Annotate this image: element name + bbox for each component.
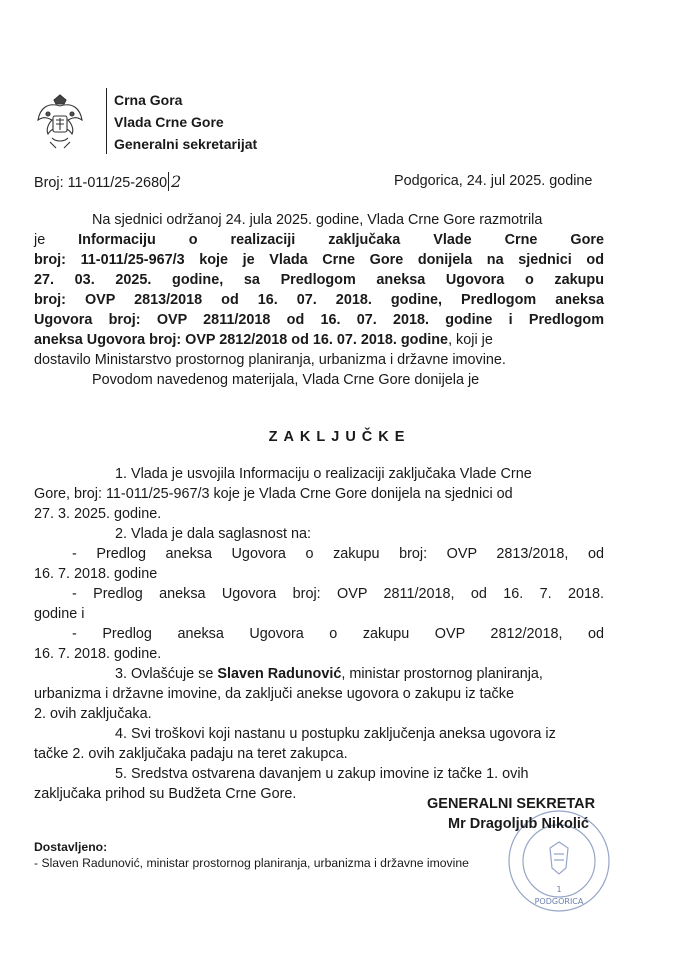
intro-line-1: Na sjednici održanoj 24. jula 2025. godine, Vlada Crne Gore razmotrila [92,212,543,228]
conclusion-2a-line-2: 16. 7. 2018. godine [34,566,158,582]
delivery-label: Dostavljeno: [34,840,108,854]
conclusion-1-line-2: Gore, broj: 11-011/25-967/3 koje je Vlada Crne Gore donijela na sjednici od [34,486,513,502]
intro-line-4: 27. 03. 2025. godine, sa Predlogom aneksa Ugovora o zakupu [34,272,604,288]
conclusion-2b-line-2: godine i [34,606,85,622]
conclusion-2c-line-1: - Predlog aneksa Ugovora o zakupu OVP 2812/2018, od [72,626,604,642]
reference-number: Broj: 11-011/25-2680 2 [34,172,182,191]
handwritten-number: 2 [168,172,181,191]
header-government: Vlada Crne Gore [114,114,224,130]
conclusion-3-line-3: 2. ovih zaključaka. [34,706,152,722]
coat-of-arms-icon [34,92,86,152]
signature-name: Mr Dragoljub Nikolić [448,816,589,832]
conclusion-1-line-3: 27. 3. 2025. godine. [34,506,162,522]
stamp-number: 1 [556,885,562,894]
conclusion-2b-line-1: - Predlog aneksa Ugovora broj: OVP 2811/2018, od 16. 7. 2018. [72,586,604,602]
header-office: Generalni sekretarijat [114,136,258,152]
conclusion-1-line-1: 1. Vlada je usvojila Informaciju o realizaciji zaključaka Vlade Crne [115,466,532,482]
intro-line-3: broj: 11-011/25-967/3 koje je Vlada Crne Gore donijela na sjednici od [34,252,604,268]
conclusion-2: 2. Vlada je dala saglasnost na: [115,526,312,542]
conclusion-4-line-1: 4. Svi troškovi koji nastanu u postupku zaključenja aneksa ugovora iz [115,726,556,742]
place-date: Podgorica, 24. jul 2025. godine [394,173,593,189]
stamp-city: PODGORICA [534,897,584,906]
conclusion-4-line-2: tačke 2. ovih zaključaka padaju na teret zakupca. [34,746,348,762]
intro-line-9: Povodom navedenog materijala, Vlada Crne Gore donijela je [92,372,480,388]
signature-role: GENERALNI SEKRETAR [427,796,596,812]
intro-line-5: broj: OVP 2813/2018 od 16. 07. 2018. godine, Predlogom aneksa [34,292,604,308]
conclusion-5-line-2: zaključaka prihod su Budžeta Crne Gore. [34,786,297,802]
conclusion-5-line-1: 5. Sredstva ostvarena davanjem u zakup imovine iz tačke 1. ovih [115,766,529,782]
document-title: ZAKLJUČKE [268,429,411,445]
intro-line-7: aneksa Ugovora broj: OVP 2812/2018 od 16. 07. 2018. godine, koji je [34,332,493,348]
header-country: Crna Gora [114,92,183,108]
conclusion-2c-line-2: 16. 7. 2018. godine. [34,646,162,662]
delivery-item: - Slaven Radunović, ministar prostornog planiranja, urbanizma i državne imovine [34,856,469,870]
conclusion-3-line-1: 3. Ovlašćuje se Slaven Radunović, ministar prostornog planiranja, [115,666,543,682]
header-divider [106,88,107,154]
intro-line-2: je Informaciju o realizaciji zaključaka Vlade Crne Gore [34,232,604,248]
intro-line-8: dostavilo Ministarstvo prostornog planiranja, urbanizma i državne imovine. [34,352,506,368]
conclusion-2a-line-1: - Predlog aneksa Ugovora o zakupu broj: OVP 2813/2018, od [72,546,604,562]
conclusion-3-line-2: urbanizma i državne imovine, da zaključi anekse ugovora o zakupu iz tačke [34,686,514,702]
intro-line-6: Ugovora broj: OVP 2811/2018 od 16. 07. 2018. godine i Predlogom [34,312,604,328]
